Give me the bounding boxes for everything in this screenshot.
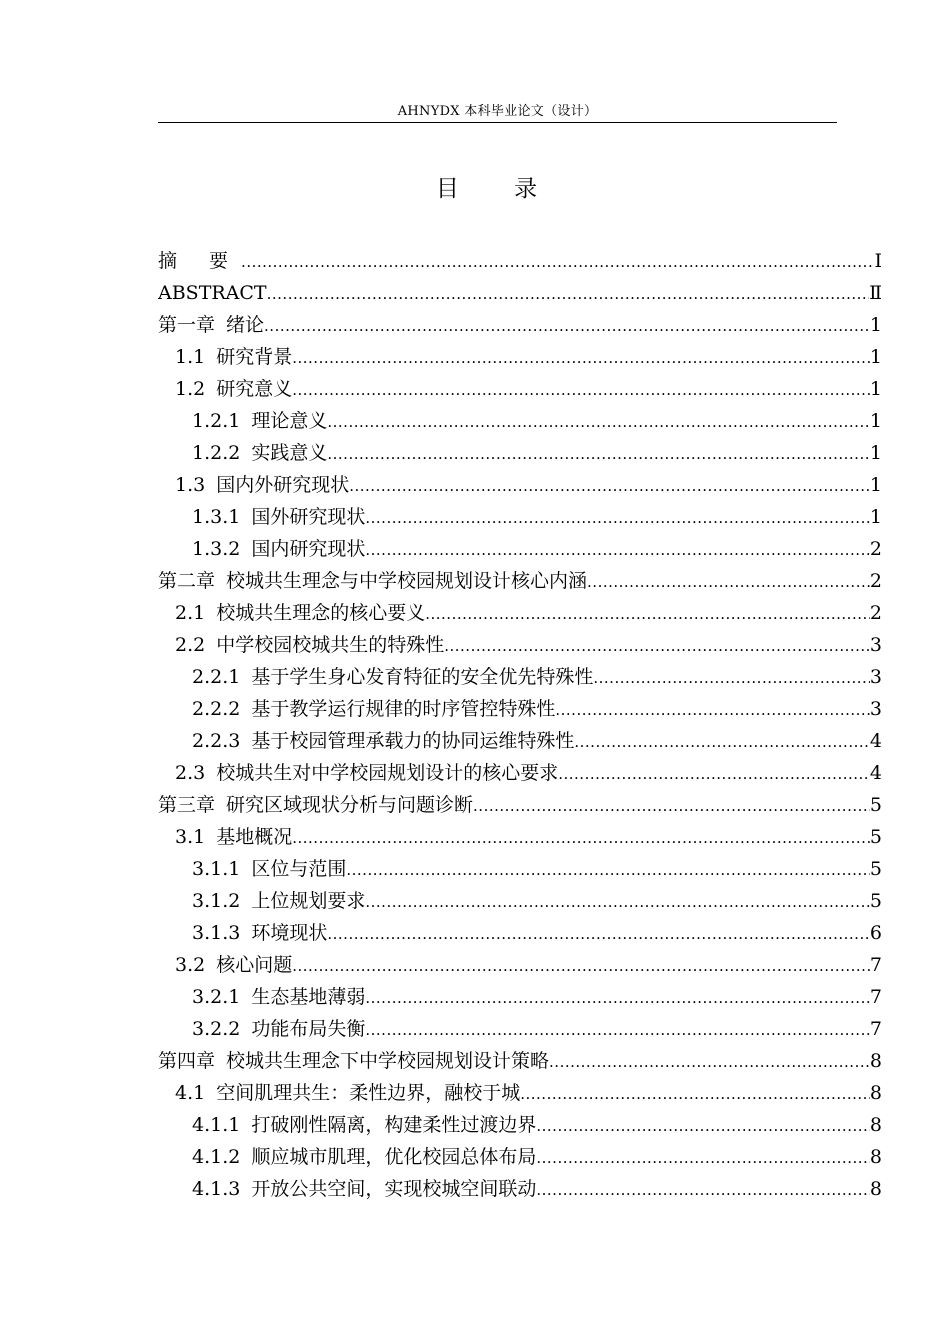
toc-page-number: 1: [869, 506, 882, 528]
toc-page-number: 3: [869, 666, 882, 688]
toc-page-number: 1: [869, 474, 882, 496]
toc-entry[interactable]: [158, 1173, 882, 1205]
toc-entry-label: 研究意义: [216, 378, 293, 400]
toc-page-number: 4: [869, 762, 882, 784]
toc-dot-leader: [241, 246, 874, 277]
toc-entry-number: 3.2.1: [192, 986, 241, 1008]
toc-page-number: 7: [869, 1018, 882, 1040]
toc-entry-label: 基地概况: [216, 826, 293, 848]
toc-entry[interactable]: [158, 1077, 882, 1109]
toc-dot-leader: [264, 310, 870, 341]
toc-page-number: 2: [869, 538, 882, 560]
toc-entry[interactable]: [158, 373, 882, 405]
toc-entry-number: 2.2: [175, 634, 206, 656]
toc-entry-label: 空间肌理共生：柔性边界，融校于城: [216, 1082, 521, 1104]
toc-dot-leader: [473, 790, 870, 821]
toc-page-number: 8: [869, 1082, 882, 1104]
toc-page-number: 3: [869, 634, 882, 656]
toc-page-number: 1: [869, 410, 882, 432]
toc-entry[interactable]: [158, 437, 882, 469]
toc-entry-number: 4.1: [175, 1082, 206, 1104]
toc-entry-number: 3.1.1: [192, 858, 241, 880]
toc-entry[interactable]: [158, 949, 882, 981]
toc-entry[interactable]: [158, 757, 882, 789]
toc-entry-label: 上位规划要求: [251, 890, 366, 912]
toc-page-number: 7: [869, 986, 882, 1008]
toc-entry-label: 校城共生理念的核心要义: [216, 602, 426, 624]
toc-entry-number: 2.1: [175, 602, 206, 624]
toc-dot-leader: [267, 278, 869, 309]
toc-dot-leader: [292, 822, 870, 853]
toc-entry-number: 3.1.2: [192, 890, 241, 912]
toc-entry-number: 3.1: [175, 826, 206, 848]
toc-entry[interactable]: [158, 1045, 882, 1077]
toc-entry-label: 摘 要: [158, 250, 242, 272]
toc-entry[interactable]: [158, 981, 882, 1013]
toc-entry-label: 打破刚性隔离，构建柔性过渡边界: [251, 1114, 537, 1136]
toc-page-number: 1: [869, 346, 882, 368]
toc-dot-leader: [292, 342, 870, 373]
toc-entry-number: 1.3.2: [192, 538, 241, 560]
toc-dot-leader: [444, 630, 870, 661]
toc-entry-label: 校城共生理念与中学校园规划设计核心内涵: [226, 570, 588, 592]
toc-entry-label: 绪论: [226, 314, 265, 336]
toc-page-number: 4: [869, 730, 882, 752]
toc-dot-leader: [349, 470, 870, 501]
toc-entry[interactable]: [158, 1013, 882, 1045]
toc-entry[interactable]: [158, 661, 882, 693]
toc-entry-label: 校城共生理念下中学校园规划设计策略: [226, 1050, 550, 1072]
toc-entry-label: 研究区域现状分析与问题诊断: [226, 794, 474, 816]
toc-dot-leader: [549, 1046, 870, 1077]
toc-entry-number: 4.1.1: [192, 1114, 241, 1136]
toc-entry-label: 理论意义: [251, 410, 328, 432]
toc-entry-number: 2.2.3: [192, 730, 241, 752]
toc-entry-label: 基于学生身心发育特征的安全优先特殊性: [251, 666, 594, 688]
toc-page-number: 7: [869, 954, 882, 976]
page-header: AHNYDX 本科毕业论文（设计）: [397, 104, 598, 119]
toc-dot-leader: [365, 502, 870, 533]
toc-entry[interactable]: [158, 469, 882, 501]
toc-entry-number: 2.3: [175, 762, 206, 784]
toc-dot-leader: [365, 982, 870, 1013]
toc-entry[interactable]: [158, 885, 882, 917]
toc-dot-leader: [587, 566, 870, 597]
toc-entry[interactable]: [158, 629, 882, 661]
toc-page-number: 1: [869, 442, 882, 464]
toc-entry-label: 区位与范围: [251, 858, 347, 880]
toc-entry-label: 研究背景: [216, 346, 293, 368]
toc-page-number: Ⅱ: [869, 282, 882, 304]
toc-entry[interactable]: [158, 501, 882, 533]
toc-entry-label: 开放公共空间，实现校城空间联动: [251, 1178, 537, 1200]
toc-page-number: 6: [869, 922, 882, 944]
toc-dot-leader: [558, 758, 870, 789]
toc-entry-label: 实践意义: [251, 442, 328, 464]
toc-entry[interactable]: [158, 693, 882, 725]
toc-page-number: 3: [869, 698, 882, 720]
toc-dot-leader: [593, 662, 870, 693]
toc-entry-label: 顺应城市肌理，优化校园总体布局: [251, 1146, 537, 1168]
toc-page-number: 1: [869, 314, 882, 336]
toc-dot-leader: [425, 598, 870, 629]
toc-dot-leader: [365, 1014, 870, 1045]
toc-entry-label: 生态基地薄弱: [251, 986, 366, 1008]
toc-entry-label: 核心问题: [216, 954, 293, 976]
toc-entry[interactable]: [158, 533, 882, 565]
toc-dot-leader: [536, 1174, 870, 1205]
toc-entry-number: 第二章: [158, 570, 216, 592]
toc-entry-number: 4.1.3: [192, 1178, 241, 1200]
toc-entry-number: 1.3: [175, 474, 206, 496]
toc-entry-label: 国内外研究现状: [216, 474, 350, 496]
toc-entry-label: 基于教学运行规律的时序管控特殊性: [251, 698, 556, 720]
toc-entry-number: 1.1: [175, 346, 206, 368]
toc-dot-leader: [536, 1110, 870, 1141]
toc-dot-leader: [346, 854, 870, 885]
toc-entry-label: 基于校园管理承载力的协同运维特殊性: [251, 730, 575, 752]
toc-entry[interactable]: [158, 917, 882, 949]
toc-page-number: 5: [869, 826, 882, 848]
toc-entry[interactable]: [158, 597, 882, 629]
toc-entry[interactable]: [158, 405, 882, 437]
toc-entry-number: 3.2: [175, 954, 206, 976]
toc-title: 目 录: [435, 176, 562, 202]
toc-dot-leader: [365, 534, 870, 565]
toc-entry-number: 3.1.3: [192, 922, 241, 944]
toc-page-number: 5: [869, 890, 882, 912]
toc-page-number: 5: [869, 858, 882, 880]
toc-entry-number: 3.2.2: [192, 1018, 241, 1040]
toc-dot-leader: [327, 918, 870, 949]
toc-entry[interactable]: [158, 565, 882, 597]
toc-dot-leader: [327, 406, 870, 437]
toc-page-number: 2: [869, 570, 882, 592]
toc-entry[interactable]: [158, 853, 882, 885]
toc-entry-label: ABSTRACT: [158, 282, 267, 304]
toc-entry[interactable]: [158, 1141, 882, 1173]
table-of-contents: [158, 245, 882, 1205]
toc-entry-number: 1.2.1: [192, 410, 241, 432]
toc-entry-number: 第四章: [158, 1050, 216, 1072]
toc-page-number: 1: [869, 378, 882, 400]
toc-entry[interactable]: [158, 277, 882, 309]
toc-page-number: 8: [869, 1178, 882, 1200]
toc-dot-leader: [365, 886, 870, 917]
toc-dot-leader: [520, 1078, 870, 1109]
toc-entry[interactable]: [158, 341, 882, 373]
toc-entry-number: 1.3.1: [192, 506, 241, 528]
toc-dot-leader: [292, 374, 870, 405]
toc-entry[interactable]: [158, 725, 882, 757]
toc-entry-label: 功能布局失衡: [251, 1018, 366, 1040]
toc-entry-label: 国外研究现状: [251, 506, 366, 528]
toc-entry-label: 环境现状: [251, 922, 328, 944]
toc-page-number: 8: [869, 1146, 882, 1168]
toc-page-number: Ⅰ: [874, 250, 882, 272]
toc-entry[interactable]: [158, 789, 882, 821]
toc-dot-leader: [327, 438, 870, 469]
toc-dot-leader: [536, 1142, 870, 1173]
toc-entry[interactable]: [158, 1109, 882, 1141]
toc-dot-leader: [292, 950, 870, 981]
toc-page-number: 8: [869, 1050, 882, 1072]
toc-entry-number: 1.2: [175, 378, 206, 400]
toc-dot-leader: [574, 726, 870, 757]
toc-entry-number: 1.2.2: [192, 442, 241, 464]
toc-dot-leader: [555, 694, 870, 725]
toc-entry[interactable]: [158, 821, 882, 853]
toc-page-number: 8: [869, 1114, 882, 1136]
toc-entry-number: 4.1.2: [192, 1146, 241, 1168]
toc-entry-label: 中学校园校城共生的特殊性: [216, 634, 445, 656]
header-rule: [158, 122, 837, 123]
toc-entry-label: 校城共生对中学校园规划设计的核心要求: [216, 762, 559, 784]
toc-entry-number: 第三章: [158, 794, 216, 816]
toc-entry-number: 第一章: [158, 314, 216, 336]
toc-page-number: 5: [869, 794, 882, 816]
toc-page-number: 2: [869, 602, 882, 624]
toc-entry[interactable]: [158, 245, 882, 277]
toc-entry-number: 2.2.1: [192, 666, 241, 688]
toc-entry[interactable]: [158, 309, 882, 341]
toc-entry-number: 2.2.2: [192, 698, 241, 720]
toc-entry-label: 国内研究现状: [251, 538, 366, 560]
